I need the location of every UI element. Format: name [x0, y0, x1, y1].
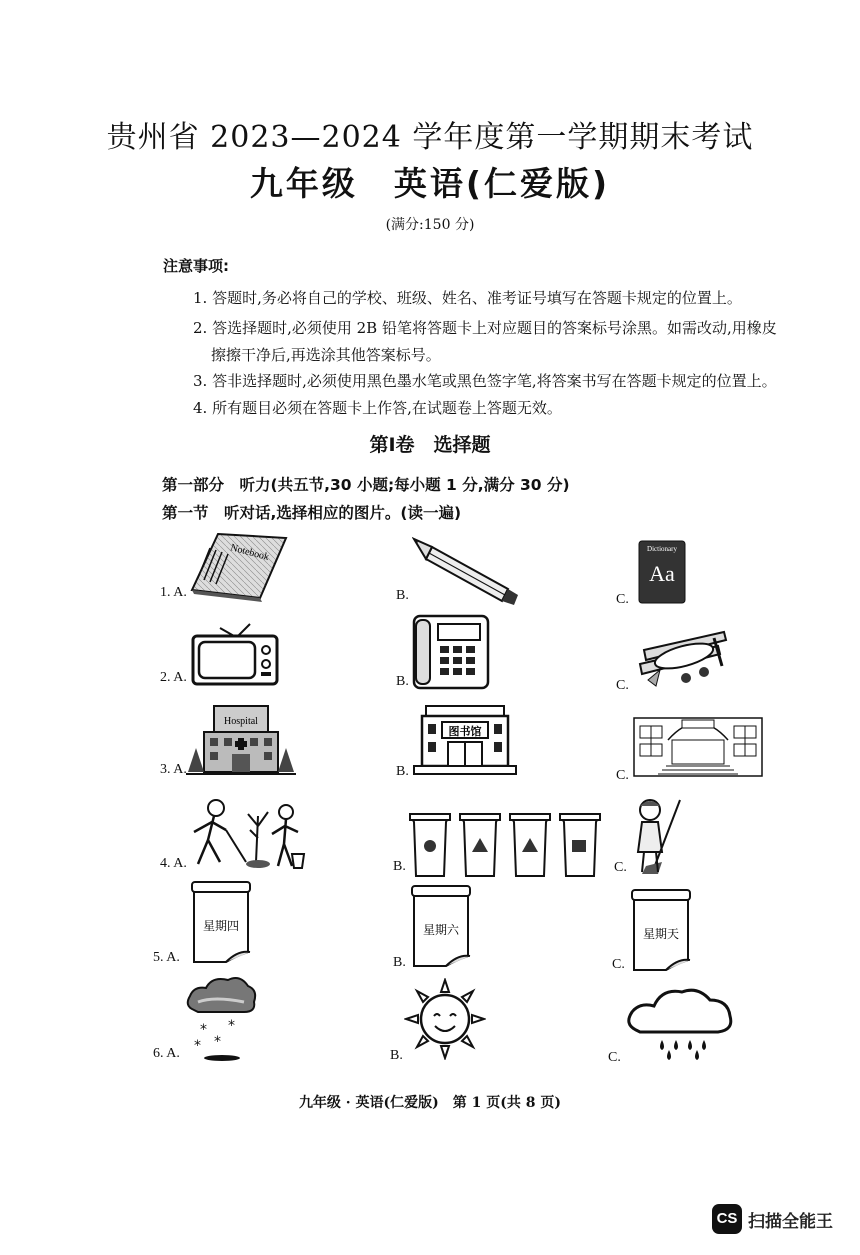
note-2: 2. 答选择题时,必须使用 2B 铅笔将答题卡上对应题目的答案标号涂黑。如需改动,用橡皮: [193, 319, 777, 337]
svg-text:*: *: [194, 1038, 201, 1054]
telephone-image: [412, 614, 490, 690]
svg-text:*: *: [228, 1018, 235, 1034]
page-footer: 九年级 · 英语(仁爱版) 第 1 页(共 8 页): [298, 1095, 562, 1111]
sunny-weather-image: [404, 978, 486, 1060]
exam-title: 贵州省 2023—2024 学年度第一学期期末考试: [106, 120, 754, 155]
note-1: 1. 答题时,务必将自己的学校、班级、姓名、准考证号填写在答题卡规定的位置上。: [193, 289, 742, 307]
calendar-thursday-image: [186, 880, 258, 966]
note-2-cont: 擦擦干净后,再选涂其他答案标号。: [211, 346, 441, 364]
svg-text:星期六: 星期六: [422, 923, 460, 937]
tv-image: [190, 618, 282, 688]
q2-label-c: C.: [616, 678, 629, 693]
note-3: 3. 答非选择题时,必须使用黑色墨水笔或黑色签字笔,将答案书写在答题卡规定的位置上。: [193, 372, 777, 390]
notes-heading: 注意事项:: [163, 257, 229, 275]
school-building-image: [632, 704, 764, 782]
q2-label-b: B.: [396, 674, 409, 689]
section-title: 第Ⅰ卷 选择题: [369, 434, 491, 456]
q5-label-c: C.: [612, 957, 625, 972]
exam-subtitle: 九年级 英语(仁爱版): [249, 164, 611, 203]
q5-label-b: B.: [393, 955, 406, 970]
svg-text:Hospital: Hospital: [224, 716, 258, 727]
q3-label-a: 3. A.: [160, 762, 187, 777]
dictionary-image: [636, 539, 688, 605]
svg-text:图书馆: 图书馆: [448, 725, 482, 738]
sweeping-girl-image: [628, 796, 688, 878]
q6-label-b: B.: [390, 1048, 403, 1063]
svg-text:Aa: Aa: [649, 561, 675, 586]
q1-label-a: 1. A.: [160, 585, 187, 600]
q6-label-a: 6. A.: [153, 1046, 180, 1061]
svg-text:*: *: [214, 1034, 221, 1050]
section-one-heading: 第一节 听对话,选择相应的图片。(读一遍): [162, 504, 462, 522]
recycling-bins-image: [408, 808, 608, 880]
snowy-weather-image: [184, 974, 258, 1064]
q2-label-a: 2. A.: [160, 670, 187, 685]
q3-label-b: B.: [396, 764, 409, 779]
rainy-weather-image: [624, 984, 736, 1064]
calendar-sunday-image: [626, 888, 698, 974]
q4-label-a: 4. A.: [160, 856, 187, 871]
tree-planting-image: [186, 796, 310, 872]
camscanner-logo: CS: [712, 1204, 742, 1234]
q4-label-b: B.: [393, 859, 406, 874]
svg-text:Notebook: Notebook: [229, 542, 271, 564]
svg-text:Dictionary: Dictionary: [647, 545, 677, 553]
svg-text:*: *: [200, 1022, 207, 1038]
pencil-image: [412, 533, 522, 608]
camscanner-watermark-text: 扫描全能王: [748, 1212, 833, 1232]
library-image: [412, 700, 518, 778]
calendar-saturday-image: [406, 884, 478, 970]
full-score: (满分:150 分): [385, 217, 475, 233]
note-4: 4. 所有题目必须在答题卡上作答,在试题卷上答题无效。: [193, 399, 562, 417]
q1-label-b: B.: [396, 588, 409, 603]
notebook-image: [190, 528, 290, 604]
part-one-heading: 第一部分 听力(共五节,30 小题;每小题 1 分,满分 30 分): [162, 476, 570, 494]
q5-label-a: 5. A.: [153, 950, 180, 965]
q4-label-c: C.: [614, 860, 627, 875]
hospital-image: [186, 700, 296, 778]
q6-label-c: C.: [608, 1050, 621, 1065]
svg-text:星期天: 星期天: [642, 927, 680, 941]
q1-label-c: C.: [616, 592, 629, 607]
svg-text:星期四: 星期四: [202, 919, 240, 933]
q3-label-c: C.: [616, 768, 629, 783]
airplane-image: [634, 620, 730, 692]
